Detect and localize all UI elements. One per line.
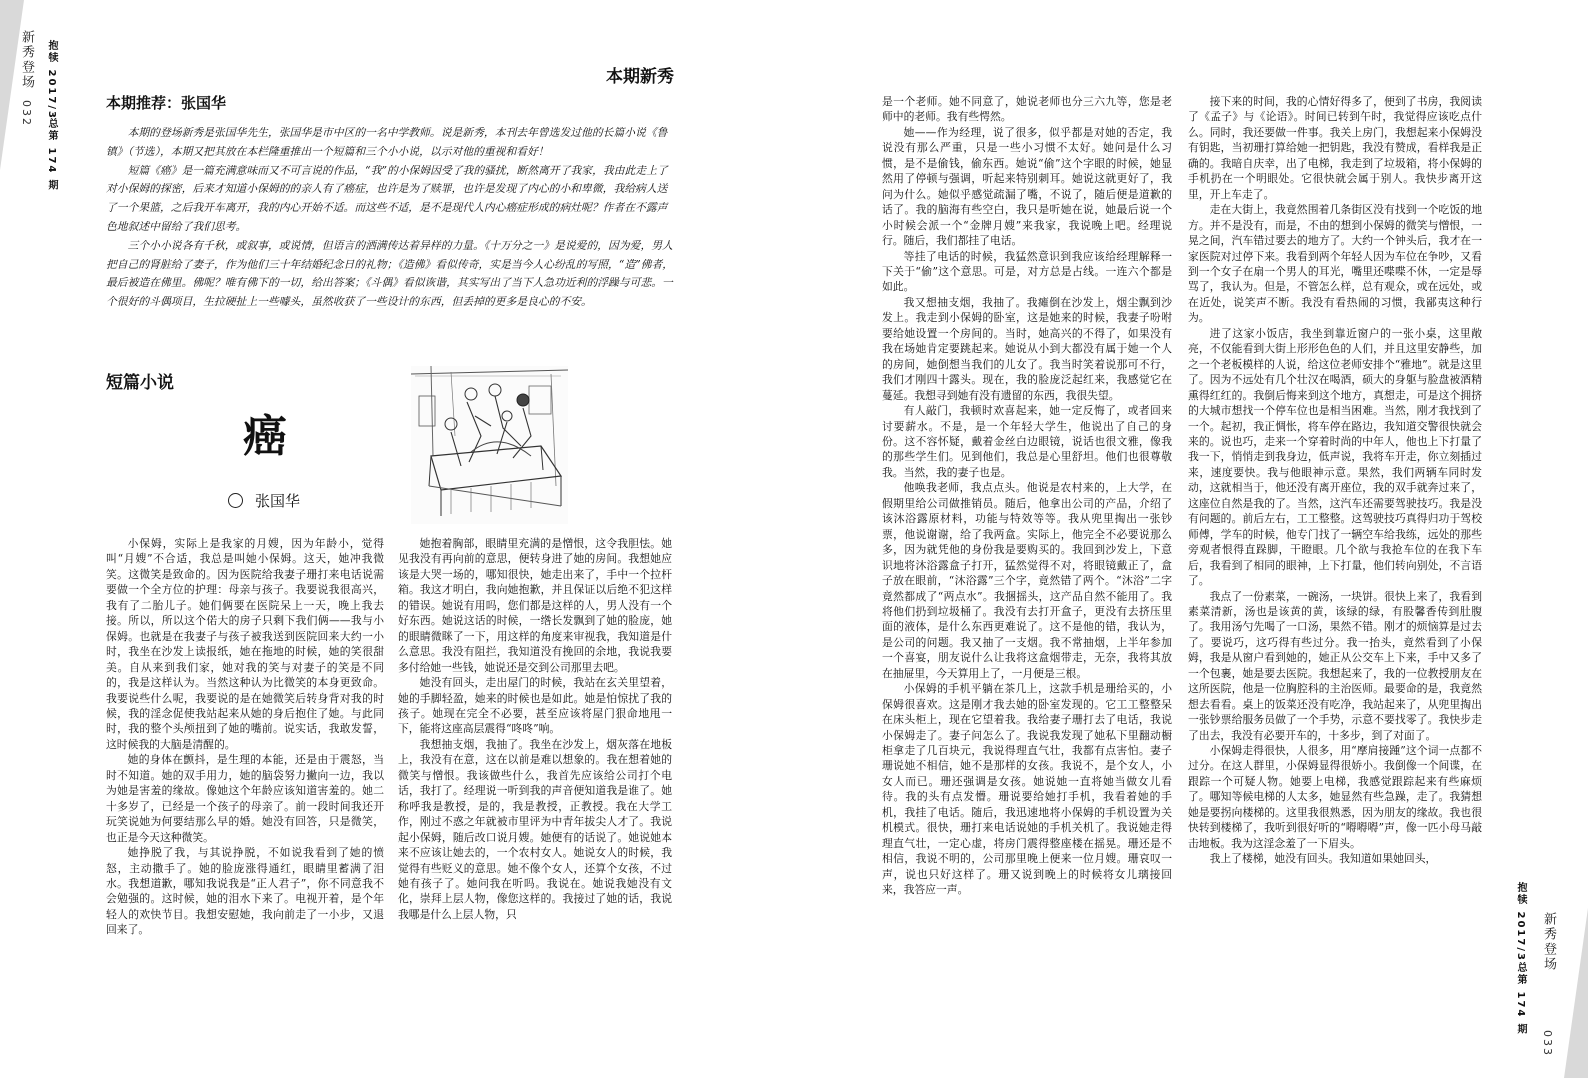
corner-tab-right [1564,908,1588,1078]
total-issue-label-right: 总第 174 期 [1515,962,1526,1036]
total-issue-label-left: 总第 174 期 [46,118,57,192]
body-paragraph: 她——作为经理，说了很多，似乎都是对她的否定，我说没有那么严重，只是一些小习惯不太好。她问是什么习惯，是不是偷钱，偷东西。她说“偷”这个字眼的时候，她显然用了停顿与强调，听起来特别刺耳。她说这就更好了，我问为什么。她似乎感觉疏漏了嘴，不说了，随后便是道歉的话了。我的脑海有些空白，我只是听她在说，她最后说一个小时候会派一个“金牌月嫂”来我家，我说晚上吧。经理说行。随后，我们都挂了电话。 [882,125,1172,248]
circle-icon [228,493,243,508]
body-paragraph: 小保姆的手机平躺在茶几上，这款手机是珊给买的，小保姆很喜欢。这是刚才我去她的卧室发现的。它工工整整呆在床头柜上，现在它望着我。我给妻子珊打去了电话，我说小保姆走了。妻子问怎么了。我说我发现了她私下里翻动橱柜拿走了几百块元，我说得理直气壮，我都有点害怕。妻子珊说她不相信，她不是那样的女孩。我说不，是个女人，小女人而已。珊还强调是女孩。她说她一直将她当做女儿看待。我的头有点发懵。珊说要给她打手机，我看着她的手机，我挂了电话。随后，我迅速地将小保姆的手机设置为关机模式。很快，珊打来电话说她的手机关机了。我说她走得理直气壮，一定心虚，将房门震得整座楼在摇晃。珊还是不相信，我说不明的，公司那里晚上便来一位月嫂。珊哀叹一声，说也只好这样了。珊又说到晚上的时候将女儿璃接回来，我答应一声。 [882,682,1172,897]
page-number-right: 033 [1541,1030,1554,1057]
body-column-4 [1188,94,1482,1034]
section-title: 短篇小说 [106,373,174,393]
side-section-label-left: 新秀登场 [19,30,34,90]
author-line [228,490,300,511]
body-paragraph: 是一个老师。她不同意了，她说老师也分三六九等，您是老师中的老师。我有些愕然。 [882,95,1172,124]
body-paragraph: 小保姆走得很快，人很多，用“摩肩接踵”这个词一点都不过分。在这人群里，小保姆显得很娇小。我倒像一个间谍，在跟踪一个可疑人物。她要上电梯，我感觉跟踪起来有些麻烦了。哪知等候电梯的人太多，她显然有些急躁，走了。我猜想她是要拐向楼梯的。这里我很熟悉，因为朋友的缘故。我也很快转到楼梯了，我听到很好听的“嘚嘚嘚”声，像一匹小母马敲击地板。我为这淫念羞了一下眉头。 [1188,744,1482,850]
body-paragraph: 小保姆，实际上是我家的月嫂，因为年龄小，觉得叫“月嫂”不合适，我总是叫她小保姆。这天，她冲我微笑。这微笑是致命的。因为医院给我妻子珊打来电话说需要做一个全方位的护理：母亲与孩子。我要说我很高兴，我有了二胎儿子。她们俩要在医院呆上一天，晚上我去接。所以，所以这个偌大的房子只剩下我们俩——我与小保姆。也就是在我妻子与孩子被我送到医院回来大约一小时，我坐在沙发上读报纸，她在拖地的时候，她的笑很甜美。自从来到我们家，她对我的笑与对妻子的笑是不同的，我是这样认为。当然这种认为比微笑的本身更致命。我要说些什么呢，我要说的是在她微笑后转身背对我的时候，我的淫念促使我站起来从她的身后抱住了她。与此同时，我的整个头颅扭到了她的嘴前。说实话，我敢发誓，这时候我的大脑是清醒的。 [106,537,384,751]
body-column-3 [882,94,1172,1034]
page-header: 本期新秀 [606,67,674,87]
body-paragraph: 她没有回头，走出屋门的时候，我站在玄关里望着，她的手脚轻盈，她来的时候也是如此。她是怕惊扰了我的孩子。她现在完全不必要，甚至应该将屋门狠命地甩一下，能将这座高层震得“咚咚”响。 [398,676,672,736]
right-page [794,0,1588,1078]
body-paragraph: 我上了楼梯，她没有回头。我知道如果她回头， [1209,852,1437,866]
body-paragraph: 她抱着胸部，眼睛里充满的是憎恨，这令我胆怯。她见我没有再向前的意思，便转身进了她的房间。我想她应该是大哭一场的，哪知很快，她走出来了，手中一个拉杆箱。我这才明白，我向她抱歉，并且保证以后绝不犯这样的错误。她说有用吗，您们都是这样的人，男人没有一个好东西。她说这话的时候，一绺长发飘到了她的脸庞，她的眼睛微眯了一下，用这样的角度来审视我，我知道是什么意思。我没有阻拦，我知道没有挽回的余地，我说我要多付给她一些钱，她说还是交到公司那里去吧。 [398,537,672,674]
body-paragraph: 她的身体在颤抖，是生理的本能，还是由于震怒，当时不知道。她的双手用力，她的脑袋努力撇向一边，我以为她是害羞的缘故。像她这个年龄应该知道害羞的。她二十多岁了，已经是一个孩子的母亲了。前一段时间我还开玩笑说她为何要结那么早的婚。她没有回答，只是微笑，也正是今天这种微笑。 [106,753,384,844]
issue-label-left: 抱犊 2017/3 [46,40,57,120]
body-paragraph: 有人敲门，我顿时欢喜起来，她一定反悔了，或者回来讨要薪水。不是，是一个年轻大学生，他说出了自己的身份。这不容怀疑，戴着金丝白边眼镜，说话也很文雅，像我的那些学生们。见到他们，我总是心里舒坦。他们也很尊敬我。当然，我的妻子也是。 [882,404,1172,479]
intro-paragraph: 本期的登场新秀是张国华先生，张国华是市中区的一名中学教师。说是新秀，本刊去年曾选发过他的长篇小说《鲁镇》（节选），本期又把其放在本栏隆重推出一个短篇和三个小小说，以示对他的重视和看好！ [106,126,668,158]
side-section-label-right: 新秀登场 [1541,912,1556,972]
body-paragraph: 她挣脱了我，与其说挣脱，不如说我看到了她的愤怒，主动撒手了。她的脸庞涨得通红，眼睛里蓄满了泪水。我想道歉，哪知我说我是“正人君子”，你不同意我不会勉强的。这时候，她的泪水下来了。电视开着，是个年轻人的欢快节目。我想安慰她，我向前走了一小步，又退回来了。 [106,846,384,937]
story-title: 癌 [243,411,287,462]
body-paragraph: 走在大街上，我竟然围着几条街区没有找到一个吃饭的地方。并不是没有，而是，不由的想到小保姆的微笑与憎恨，一晃之间，汽车错过要去的地方了。大约一个钟头后，我才在一家医院对过停下来。我看到两个年轻人因为车位在争吵，又看到一个女子在扇一个男人的耳光，嘴里还喋喋不休，一定是辱骂了，我认为。但是，不管怎么样，总有观众，或在远处，或在近处，说笑声不断。我没有看热闹的习惯，我鄙夷这种行为。 [1188,203,1482,325]
body-paragraph: 他唤我老师，我点点头。他说是农村来的，上大学，在假期里给公司做推销员。随后，他拿出公司的产品，介绍了该沐浴露原材料，功能与特效等等。我从兜里掏出一张钞票，他说谢谢，给了我两盒。实际上，他完全不必要说那么多，因为就凭他的身份我是要购买的。我回到沙发上，下意识地将沐浴露盒子打开，猛然觉得不对，将眼镜戴正了，盒子放在眼前，“沐浴露”三个字，竟然错了两个。“沐浴”二字竟然都成了“两点水”。我捆摇头，这产品自然不能用了。我将他们扔到垃圾桶了。我没有去打开盒子，更没有去挤压里面的液体，是什么东西更难说了。这不是他的错，我认为，是公司的问题。我又抽了一支烟。我不常抽烟，上半年参加一个喜宴，朋友说什么让我将这盒烟带走，无奈，我将其放在抽屉里，今天算用上了，一月便是三根。 [882,481,1172,680]
body-paragraph: 我点了一份素菜，一碗汤，一块饼。很快上来了，我看到素菜清新，汤也是该黄的黄，该绿的绿，有股馨香传到肚腹了。我用汤勺先喝了一口汤，果然不错。刚才的烦恼算是过去了。要说巧，这巧得有些过分。我一抬头，竟然看到了小保姆，我是从窗户看到她的，她正从公交车上下来，手中又多了一个包裹，她是要去医院。我想起来了，我的一位教授朋友在这所医院，他是一位胸腔科的主治医师。最要命的是，我竟然想去看看。桌上的饭菜还没有吃净，我站起来了，从兜里掏出一张钞票给服务员做了一个手势，示意不要找零了。我快步走了出去，我没有必要开车的，十多步，到了对面了。 [1188,589,1482,742]
body-paragraph: 进了这家小饭店，我坐到靠近窗户的一张小桌，这里敞亮，不仅能看到大街上形形色色的人们，并且这里安静些，加之一个老板模样的人说，给这位老师安排个“雅地”。就是这里了。因为不远处有几个壮汉在喝酒，硕大的身躯与脸盘被酒精熏得红红的。我倒后悔来到这个地方，真想走，可是这个拥挤的大城市想找一个停车位也是相当困难。当然，刚才我找到了一个。起初，我正惆怅，将车停在路边，我知道交警很快就会来的。说也巧，走来一个穿着时尚的中年人，他也上下打量了我一下，悄悄走到我身边，低声说，我将车开走，你立刻插过来，速度要快。我与他眼神示意。果然，我们两辆车同时发动，这就相当于，他还没有离开座位，我的双手就奔过来了，这座位自然是我的了。当然，这汽车还需要驾驶技巧。我是没有问题的。前后左右，工工整整。这驾驶技巧真得归功于驾校师傅，学车的时候，他专门找了一辆空车给我练，远处的那些旁观者恨得直跺脚，干瞪眼。几个欲与我抢车位的在我下车后，我看到了相同的眼神，上下打量，他们转向别处，不言语了。 [1188,326,1482,588]
body-paragraph: 等挂了电话的时候，我猛然意识到我应该给经理解释一下关于“偷”这个意思。可是，对方总是占线。一连六个都是如此。 [882,249,1172,294]
body-paragraph: 接下来的时间，我的心情好得多了，便到了书房，我阅读了《孟子》与《论语》。时间已转到午时，我觉得应该吃点什么。同时，我还要做一件事。我关上房门，我想起来小保姆没有钥匙，当初珊打算给她一把钥匙，我没有赞成，看样我是正确的。我暗自庆幸，出了电梯，我走到了垃圾箱，将小保姆的手机扔在一个明眼处。它很快就会属于别人。我快步离开这里，开上车走了。 [1188,95,1482,201]
author-name: 张国华 [255,492,301,510]
recommendation-title: 本期推荐：张国华 [106,94,227,112]
issue-label-right: 抱犊 2017/3 [1515,882,1526,962]
body-column-1 [106,536,384,1032]
intro-paragraph: 三个小小说各有千秋，或叙事，或说情，但语言的洒满传达着异样的力量。《十万分之一》是说爱的，因为爱，男人把自己的肾脏给了妻子，作为他们三十年结婚纪念日的礼物；《造佛》看似传奇，实是当今人心纷乱的写照，“造”佛者，最后被造在佛里。佛呢？唯有佛下的一切，给出答案；《斗偶》看似诙谐，其实写出了当下人急功近利的浮躁与可悲。一个很好的斗偶项目，生拉硬扯上一些噱头，虽然收获了一些设计的东西，但丢掉的更多是良心的不安。 [106,238,674,309]
sketch-illustration [411,366,568,524]
body-column-2 [398,536,672,1032]
page-number-left: 032 [20,100,33,127]
body-paragraph: 我又想抽支烟，我抽了。我瘫倒在沙发上，烟尘飘到沙发上。我走到小保姆的卧室，这是她来的时候，我妻子吩咐要给她设置一个房间的。当时，她高兴的不得了，如果没有我在场她肯定要跳起来。她说从小到大都没有属于她一个人的房间，她倒想当我们的儿女了。我当时笑着说那可不行，我们才刚四十露头。现在，我的脸庞泛起红来，我感觉它在蔓延。我想寻到她有没有遗留的东西，我很失望。 [882,295,1172,402]
intro-paragraph: 短篇《癌》是一篇充满意味而又不可言说的作品，“我”的小保姆因受了我的骚扰，断然离开了我家，我由此走上了对小保姆的探密，后来才知道小保姆的的亲人有了癌症，也许是为了赎罪，也许是发现了内心的小和卑微，我给病人送了一个果篮，之后我开车离开，我的内心开始不适。而这些不适，是不是现代人内心癌症形成的病灶呢？作者在不露声色地叙述中留给了我们思考。 [106,163,668,233]
intro-text [106,124,676,312]
body-paragraph: 我想抽支烟，我抽了。我坐在沙发上，烟灰落在地板上，我没有在意，这在以前是难以想象的。我在想着她的微笑与憎恨。我该做些什么，我首先应该给公司打个电话，我打了。经理说一听到我的声音便知道我是谁了。她称呼我是教授，是的，我是教授，正教授。我在大学工作，刚过不惑之年就被市里评为中青年拔尖人才了。我说起小保姆，随后改口说月嫂。她便有的话说了。她说她本来不应该让她去的，一个农村女人。她说女人的时候，我觉得有些贬义的意思。她不像个女人，还算个女孩，不过她有孩子了。她问我在听吗。我说在。她说我她没有文化，崇拜上层人物，像您这样的。我接过了她的话，我说我哪是什么上层人物，只 [398,737,672,921]
